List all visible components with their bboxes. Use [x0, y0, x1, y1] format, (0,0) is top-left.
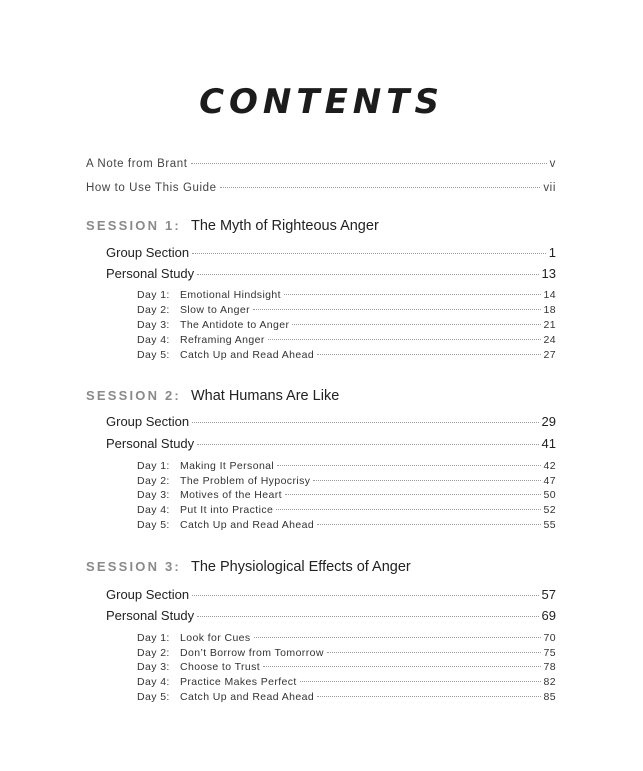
- session-title: The Myth of Righteous Anger: [190, 218, 379, 234]
- page-title: CONTENTS: [199, 82, 444, 122]
- session-title: What Humans Are Like: [190, 388, 340, 404]
- toc-entry-day[interactable]: [137, 334, 556, 346]
- dot-leader: [327, 652, 541, 653]
- day-number: Day 4:: [137, 676, 170, 688]
- entry-page: 1: [548, 245, 556, 260]
- day-number: Day 5:: [137, 349, 170, 361]
- entry-page: 55: [543, 519, 556, 531]
- toc-entry-day[interactable]: [137, 632, 556, 644]
- session-label: SESSION 2:: [86, 388, 181, 403]
- entry-page: 41: [541, 436, 556, 451]
- entry-label: A Note from Brant: [86, 158, 188, 170]
- day-number: Day 2:: [137, 475, 170, 487]
- dot-leader: [277, 465, 540, 466]
- entry-page: 29: [541, 414, 556, 429]
- dot-leader: [268, 339, 541, 340]
- entry-label: Personal Study: [106, 436, 195, 451]
- toc-entry-personal-study[interactable]: [106, 266, 556, 281]
- dot-leader: [253, 309, 541, 310]
- entry-page: 21: [543, 319, 556, 331]
- toc-entry-day[interactable]: [137, 676, 556, 688]
- toc-entry-group-section[interactable]: [106, 245, 556, 260]
- day-number: Day 3:: [137, 489, 170, 501]
- day-number: Day 3:: [137, 661, 170, 673]
- day-number: Day 1:: [137, 460, 170, 472]
- toc-entry-day[interactable]: [137, 519, 556, 531]
- day-title: Look for Cues: [180, 632, 251, 644]
- day-title: Don’t Borrow from Tomorrow: [180, 647, 324, 659]
- toc-entry-day[interactable]: [137, 691, 556, 703]
- entry-label: How to Use This Guide: [86, 182, 217, 194]
- day-number: Day 4:: [137, 334, 170, 346]
- day-title: Practice Makes Perfect: [180, 676, 297, 688]
- day-number: Day 2:: [137, 647, 170, 659]
- entry-page: 85: [543, 691, 556, 703]
- day-title: Catch Up and Read Ahead: [180, 349, 315, 361]
- entry-page: 42: [543, 460, 556, 472]
- toc-entry-day[interactable]: [137, 647, 556, 659]
- entry-page: 69: [541, 608, 556, 623]
- dot-leader: [197, 616, 538, 617]
- toc-entry-day[interactable]: [137, 489, 556, 501]
- entry-page: 47: [543, 475, 556, 487]
- toc-entry-day[interactable]: [137, 289, 556, 301]
- entry-label: Group Section: [106, 245, 190, 260]
- entry-page: v: [549, 158, 556, 170]
- dot-leader: [197, 274, 538, 275]
- toc-entry-guide[interactable]: [86, 182, 556, 194]
- day-number: Day 2:: [137, 304, 170, 316]
- entry-page: 75: [543, 647, 556, 659]
- entry-page: 24: [543, 334, 556, 346]
- session-heading: [86, 559, 411, 575]
- toc-entry-day[interactable]: [137, 460, 556, 472]
- entry-page: vii: [543, 182, 556, 194]
- session-heading: [86, 218, 379, 234]
- session-heading: [86, 388, 339, 404]
- entry-page: 27: [543, 349, 556, 361]
- entry-page: 14: [543, 289, 556, 301]
- entry-label: Personal Study: [106, 608, 195, 623]
- dot-leader: [317, 696, 540, 697]
- dot-leader: [254, 637, 541, 638]
- toc-entry-day[interactable]: [137, 319, 556, 331]
- dot-leader: [263, 666, 540, 667]
- entry-label: Group Section: [106, 414, 190, 429]
- toc-entry-group-section[interactable]: [106, 414, 556, 429]
- toc-entry-day[interactable]: [137, 661, 556, 673]
- day-title: Catch Up and Read Ahead: [180, 519, 315, 531]
- entry-page: 78: [543, 661, 556, 673]
- dot-leader: [192, 422, 538, 423]
- dot-leader: [317, 524, 540, 525]
- entry-page: 18: [543, 304, 556, 316]
- day-title: Choose to Trust: [180, 661, 261, 673]
- entry-page: 57: [541, 587, 556, 602]
- day-title: Emotional Hindsight: [180, 289, 281, 301]
- dot-leader: [276, 509, 540, 510]
- session-label: SESSION 1:: [86, 218, 181, 233]
- entry-label: Group Section: [106, 587, 190, 602]
- day-number: Day 1:: [137, 289, 170, 301]
- day-title: Catch Up and Read Ahead: [180, 691, 315, 703]
- dot-leader: [313, 480, 540, 481]
- dot-leader: [292, 324, 540, 325]
- toc-entry-note[interactable]: [86, 158, 556, 170]
- day-title: Slow to Anger: [180, 304, 250, 316]
- toc-entry-day[interactable]: [137, 349, 556, 361]
- entry-label: Personal Study: [106, 266, 195, 281]
- toc-entry-day[interactable]: [137, 504, 556, 516]
- day-number: Day 5:: [137, 691, 170, 703]
- toc-entry-day[interactable]: [137, 304, 556, 316]
- dot-leader: [285, 494, 541, 495]
- day-title: Making It Personal: [180, 460, 275, 472]
- entry-page: 52: [543, 504, 556, 516]
- day-title: Put It into Practice: [180, 504, 274, 516]
- entry-page: 70: [543, 632, 556, 644]
- day-title: Reframing Anger: [180, 334, 265, 346]
- dot-leader: [220, 187, 541, 188]
- dot-leader: [317, 354, 540, 355]
- dot-leader: [191, 163, 547, 164]
- day-number: Day 4:: [137, 504, 170, 516]
- entry-page: 50: [543, 489, 556, 501]
- dot-leader: [192, 595, 538, 596]
- toc-entry-personal-study[interactable]: [106, 608, 556, 623]
- entry-page: 82: [543, 676, 556, 688]
- entry-page: 13: [541, 266, 556, 281]
- day-title: The Antidote to Anger: [180, 319, 290, 331]
- day-title: Motives of the Heart: [180, 489, 282, 501]
- toc-entry-day[interactable]: [137, 475, 556, 487]
- dot-leader: [300, 681, 541, 682]
- session-label: SESSION 3:: [86, 559, 181, 574]
- day-number: Day 5:: [137, 519, 170, 531]
- toc-entry-group-section[interactable]: [106, 587, 556, 602]
- dot-leader: [197, 444, 538, 445]
- toc-entry-personal-study[interactable]: [106, 436, 556, 451]
- day-number: Day 1:: [137, 632, 170, 644]
- dot-leader: [284, 294, 541, 295]
- day-title: The Problem of Hypocrisy: [180, 475, 311, 487]
- session-title: The Physiological Effects of Anger: [190, 559, 411, 575]
- dot-leader: [192, 253, 546, 254]
- day-number: Day 3:: [137, 319, 170, 331]
